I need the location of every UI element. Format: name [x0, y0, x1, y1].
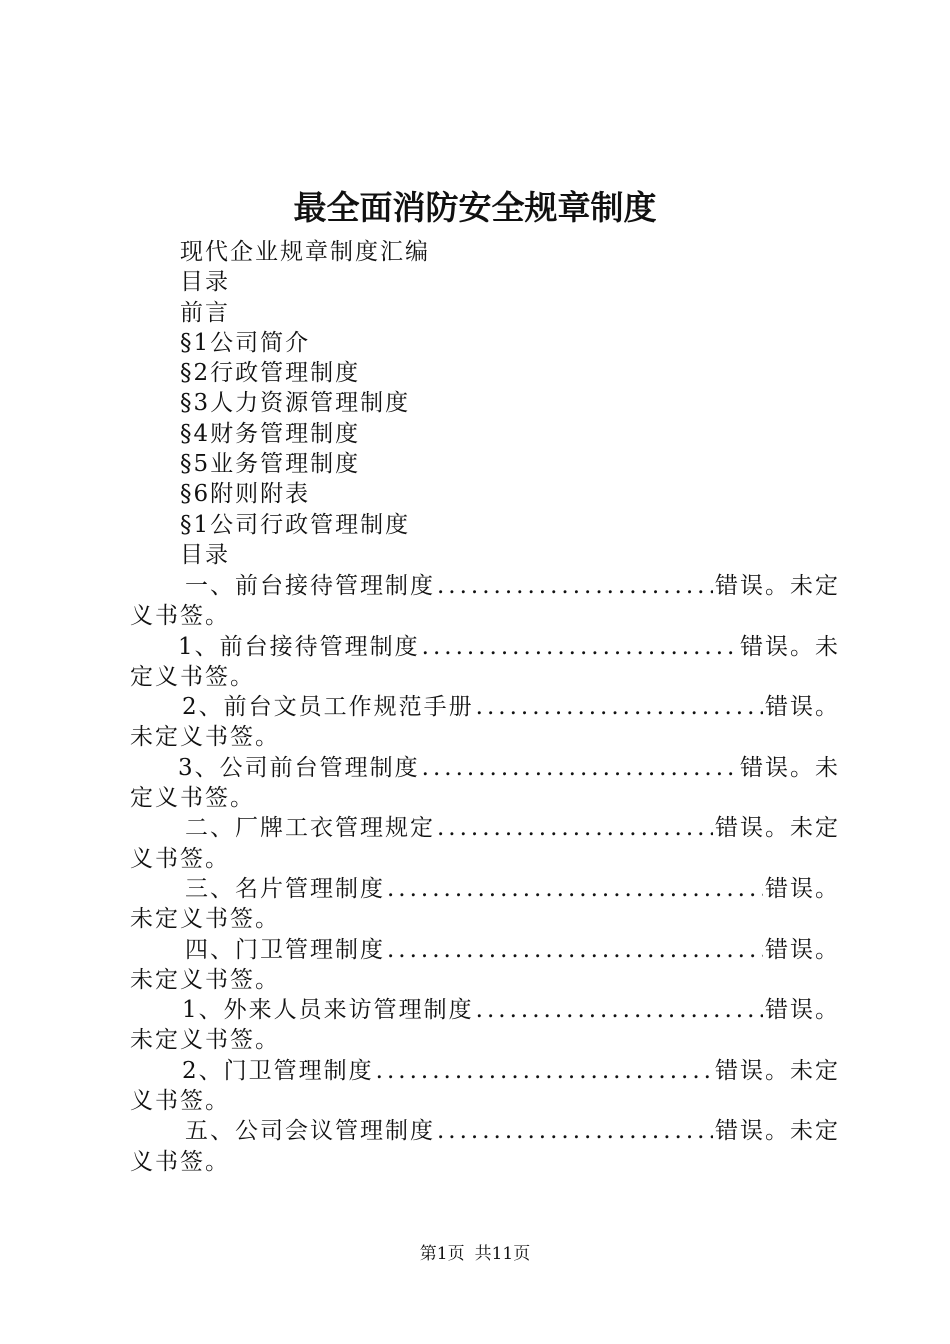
toc-entry-continuation: 定义书签。 [130, 785, 255, 812]
toc-entry-continuation: 定义书签。 [130, 663, 255, 690]
toc-entry-label: 二、厂牌工衣管理规定 [185, 815, 435, 842]
toc-entry-error-text: 错误。 [765, 936, 840, 963]
toc-dot-leader [437, 571, 713, 601]
toc-dot-leader [476, 995, 763, 1025]
toc-entry-label: 1、前台接待管理制度 [178, 633, 420, 660]
toc-entry-continuation: 未定义书签。 [130, 1027, 280, 1054]
toc-entry-continuation: 义书签。 [130, 845, 230, 872]
toc-dot-leader [437, 1116, 713, 1146]
toc-dot-leader [476, 692, 763, 722]
toc-entry-label: 2、前台文员工作规范手册 [182, 694, 474, 721]
toc-entry[interactable] [130, 874, 840, 935]
intro-list [180, 237, 880, 570]
toc-dot-leader [387, 874, 763, 904]
toc-entry-continuation: 义书签。 [130, 1148, 230, 1175]
toc-entry-error-text: 错误。未 [740, 754, 840, 781]
toc-entry[interactable] [130, 632, 840, 693]
intro-line: 现代企业规章制度汇编 [180, 239, 430, 265]
toc-entry-error-text: 错误。未定 [715, 573, 840, 599]
intro-line: §1公司行政管理制度 [180, 511, 411, 538]
toc-entry[interactable] [130, 813, 840, 874]
toc-dot-leader [437, 813, 713, 843]
toc-entry[interactable] [130, 1116, 840, 1177]
toc-entry[interactable] [130, 571, 840, 632]
toc-entry-error-text: 错误。未 [740, 633, 840, 660]
toc-dot-leader [422, 632, 738, 662]
toc-entry-label: 2、门卫管理制度 [182, 1057, 374, 1084]
toc-entry-continuation: 未定义书签。 [130, 906, 280, 933]
toc-entry[interactable] [130, 935, 840, 996]
toc-dot-leader [387, 935, 763, 965]
toc-entry[interactable] [130, 753, 840, 814]
intro-line: 目录 [180, 269, 230, 296]
toc-entry-error-text: 错误。未定 [715, 1057, 840, 1084]
toc-entry-continuation: 未定义书签。 [130, 966, 280, 993]
intro-line: §1公司简介 [180, 329, 311, 356]
toc-entry-error-text: 错误。 [765, 997, 840, 1024]
toc-entry[interactable] [130, 1056, 840, 1117]
toc-entry-error-text: 错误。未定 [715, 815, 840, 842]
toc-entry-label: 3、公司前台管理制度 [178, 754, 420, 781]
intro-line: §2行政管理制度 [180, 360, 361, 387]
toc-entry[interactable] [130, 692, 840, 753]
toc-entry-label: 四、门卫管理制度 [185, 936, 385, 963]
intro-line: §4财务管理制度 [180, 420, 361, 447]
toc-entry[interactable] [130, 995, 840, 1056]
intro-line: 目录 [180, 541, 230, 568]
toc-entry-label: 三、名片管理制度 [185, 875, 385, 902]
intro-line: §3人力资源管理制度 [180, 390, 411, 417]
toc-entry-continuation: 义书签。 [130, 603, 230, 630]
intro-line: 前言 [180, 299, 230, 326]
toc-entry-error-text: 错误。未定 [715, 1118, 840, 1145]
toc-entry-continuation: 义书签。 [130, 1088, 230, 1115]
page-number: 第1页 [419, 1244, 465, 1264]
toc-entry-error-text: 错误。 [765, 694, 840, 721]
toc-entry-label: 一、前台接待管理制度 [185, 573, 435, 599]
toc-entry-continuation: 未定义书签。 [130, 724, 280, 751]
intro-line: §5业务管理制度 [180, 451, 361, 478]
toc-entry-error-text: 错误。 [765, 875, 840, 902]
page-total: 共11页 [474, 1244, 531, 1264]
intro-line: §6附则附表 [180, 481, 311, 508]
table-of-contents [130, 571, 840, 1177]
toc-dot-leader [422, 753, 738, 783]
toc-dot-leader [376, 1056, 713, 1086]
page-footer [0, 1243, 950, 1265]
document-title: 最全面消防安全规章制度 [293, 188, 657, 227]
toc-entry-label: 1、外来人员来访管理制度 [182, 997, 474, 1024]
toc-entry-label: 五、公司会议管理制度 [185, 1118, 435, 1145]
